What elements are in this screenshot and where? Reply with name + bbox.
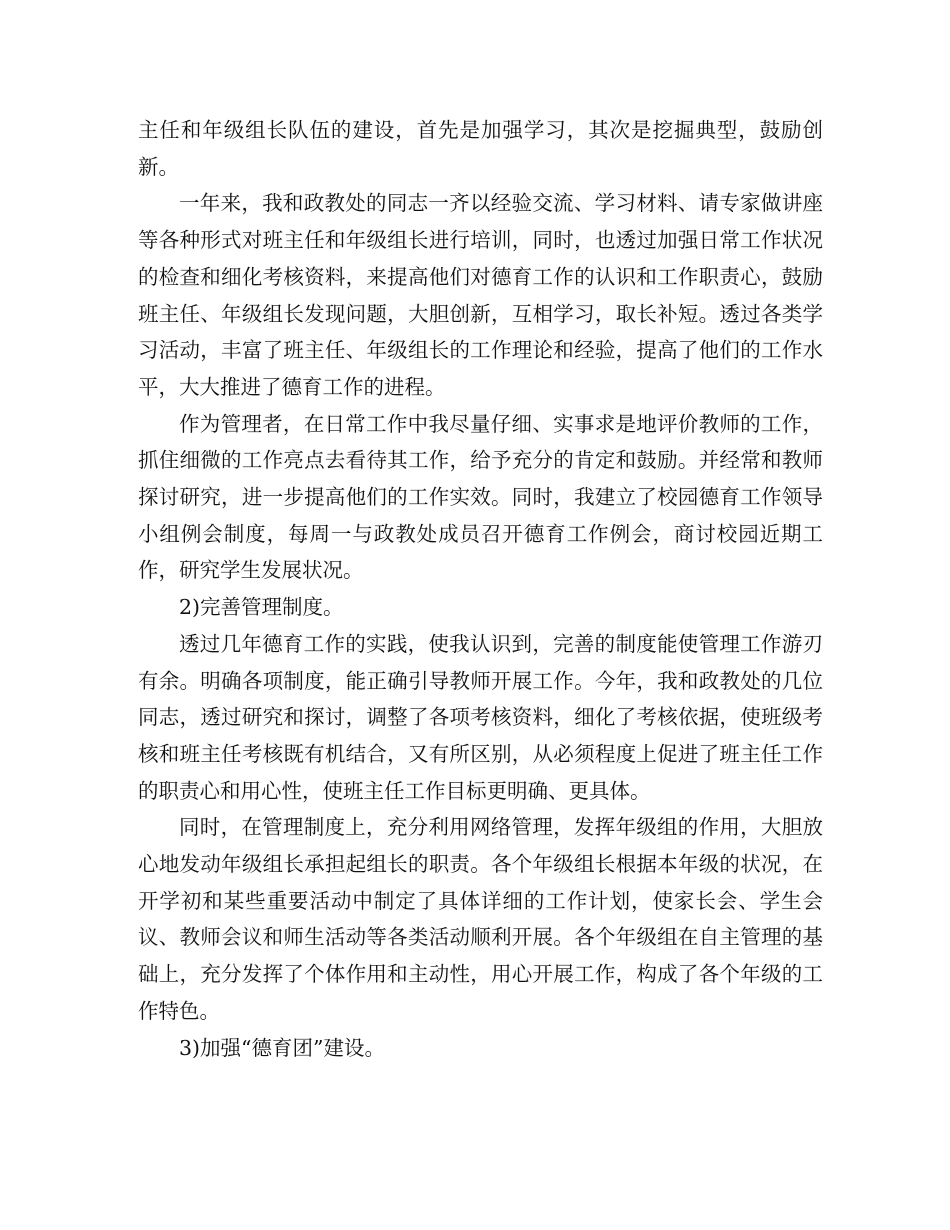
paragraph-evaluation: 作为管理者，在日常工作中我尽量仔细、实事求是地评价教师的工作，抓住细微的工作亮点去看待其工作，给予充分的肯定和鼓励。并经常和教师探讨研究，进一步提高他们的工作实效。同时，我建立了校园德育工作领导小组例会制度，每周一与政教处成员召开德育工作例会，商讨校园近期工作，研究学生发展状况。: [138, 411, 823, 583]
section-heading-moral-team: 3)加强“德育团”建设。: [179, 1035, 386, 1060]
section-heading-management-system: 2)完善管理制度。: [179, 595, 344, 620]
paragraph-system-practice: 透过几年德育工作的实践，使我认识到，完善的制度能使管理工作游刃有余。明确各项制度，能正确引导教师开展工作。今年，我和政教处的几位同志，透过研究和探讨，调整了各项考核资料，细化了考核依据，使班级考核和班主任考核既有机结合，又有所区别，从必须程度上促进了班主任工作的职责心和用心性，使班主任工作目标更明确、更具体。: [138, 631, 823, 803]
document-page: [138, 112, 823, 1066]
paragraph-network-management: 同时，在管理制度上，充分利用网络管理，发挥年级组的作用，大胆放心地发动年级组长承担起组长的职责。各个年级组长根据本年级的状况，在开学初和某些重要活动中制定了具体详细的工作计划，使家长会、学生会议、教师会议和师生活动等各类活动顺利开展。各个年级组在自主管理的基础上，充分发挥了个体作用和主动性，用心开展工作，构成了各个年级的工作特色。: [138, 815, 823, 1023]
paragraph-continuation: 主任和年级组长队伍的建设，首先是加强学习，其次是挖掘典型，鼓励创新。: [138, 118, 823, 179]
paragraph-training: 一年来，我和政教处的同志一齐以经验交流、学习材料、请专家做讲座等各种形式对班主任和年级组长进行培训，同时，也透过加强日常工作状况的检查和细化考核资料，来提高他们对德育工作的认识和工作职责心，鼓励班主任、年级组长发现问题，大胆创新，互相学习，取长补短。透过各类学习活动，丰富了班主任、年级组长的工作理论和经验，提高了他们的工作水平，大大推进了德育工作的进程。: [138, 191, 823, 399]
